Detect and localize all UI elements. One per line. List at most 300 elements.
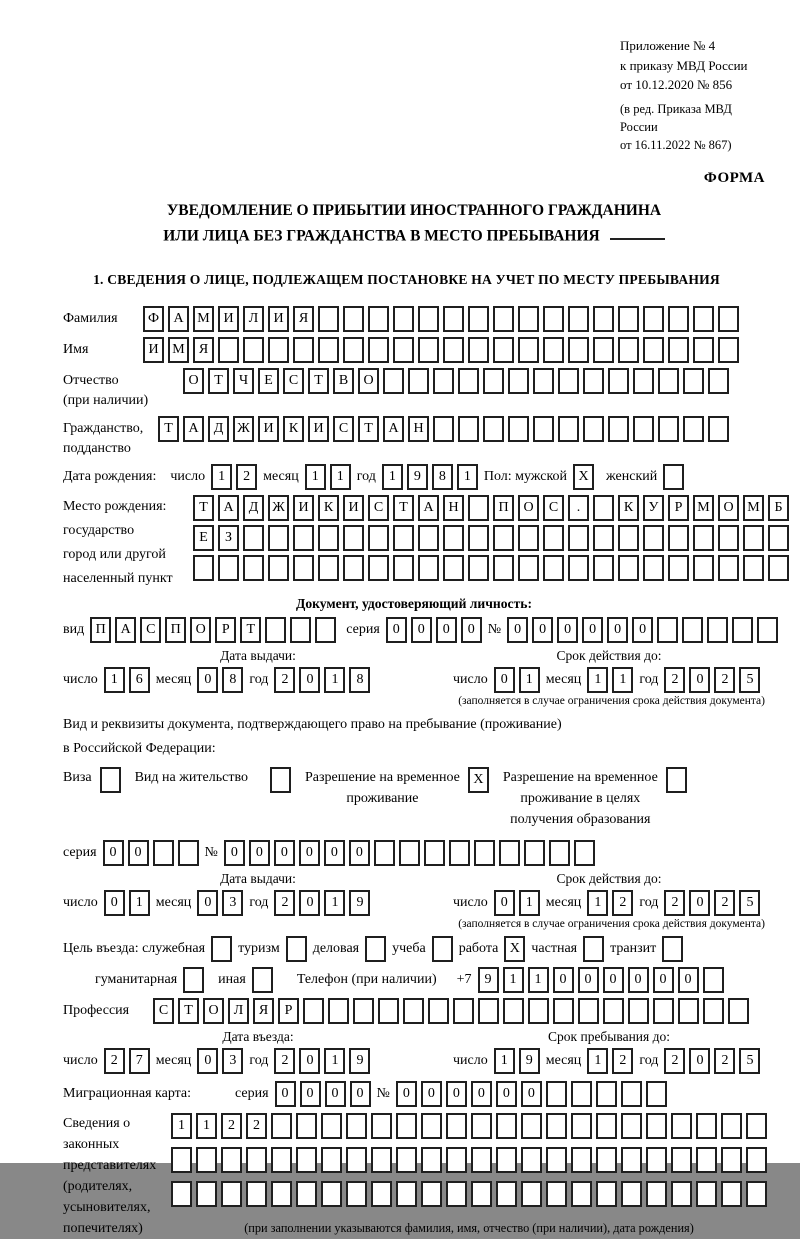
name-cell[interactable] [518,337,539,363]
representatives-cell[interactable] [521,1113,542,1139]
representatives-cell[interactable] [371,1113,392,1139]
citizenship-cell[interactable] [433,416,454,442]
migr-number-cell[interactable]: 0 [396,1081,417,1107]
birthplace-cell[interactable] [693,555,714,581]
birthplace-cell[interactable] [743,525,764,551]
doc-number-cell[interactable]: 0 [507,617,528,643]
birthplace-cell[interactable] [618,525,639,551]
representatives-cell[interactable] [321,1113,342,1139]
resdoc-issue-year-cell[interactable]: 2 [274,890,295,916]
phone-cell[interactable]: 0 [678,967,699,993]
phone-cell[interactable]: 0 [578,967,599,993]
transit-checkbox-cell[interactable] [662,936,683,962]
birthplace-cell[interactable]: С [368,495,389,521]
name-cell[interactable] [368,337,389,363]
representatives-cell[interactable]: 2 [221,1113,242,1139]
surname-cell[interactable] [593,306,614,332]
representatives-cell[interactable] [546,1147,567,1173]
surname-cell[interactable]: Л [243,306,264,332]
surname-cell[interactable] [518,306,539,332]
identity-issue-year-cell[interactable]: 2 [274,667,295,693]
surname-cell[interactable]: И [218,306,239,332]
birthplace-cell[interactable] [418,555,439,581]
profession-cell[interactable] [703,998,724,1024]
doc-number-cell[interactable]: 0 [532,617,553,643]
resdoc-number-cell[interactable] [474,840,495,866]
name-cell[interactable] [568,337,589,363]
profession-cell[interactable] [553,998,574,1024]
name-cell[interactable] [243,337,264,363]
surname-cell[interactable] [668,306,689,332]
migr-seria-cell[interactable]: 0 [275,1081,296,1107]
birth-year-cell[interactable]: 1 [457,464,478,490]
name-cell[interactable] [218,337,239,363]
representatives-cell[interactable] [321,1181,342,1207]
birth-year-cell[interactable]: 9 [407,464,428,490]
resdoc-valid-year-cell[interactable]: 2 [714,890,735,916]
citizenship-cell[interactable]: Т [158,416,179,442]
birthplace-cell[interactable] [243,555,264,581]
birthplace-cell[interactable] [243,525,264,551]
doc-number-cell[interactable]: 0 [557,617,578,643]
resdoc-number-cell[interactable] [399,840,420,866]
birthplace-cell[interactable] [543,555,564,581]
doc-type-cell[interactable]: О [190,617,211,643]
name-cell[interactable] [443,337,464,363]
stay-month-cell[interactable]: 1 [587,1048,608,1074]
representatives-cell[interactable] [221,1181,242,1207]
birthplace-cell[interactable] [718,525,739,551]
representatives-cell[interactable] [496,1147,517,1173]
representatives-cell[interactable] [596,1181,617,1207]
tourism-checkbox-cell[interactable] [286,936,307,962]
birthplace-cell[interactable]: И [293,495,314,521]
phone-cell[interactable] [703,967,724,993]
birth-month-cell[interactable]: 1 [330,464,351,490]
doc-seria-cell[interactable]: 0 [461,617,482,643]
doc-number-cell[interactable]: 0 [632,617,653,643]
name-cell[interactable] [318,337,339,363]
migr-seria-cell[interactable]: 0 [300,1081,321,1107]
migr-seria-cell[interactable]: 0 [325,1081,346,1107]
resdoc-seria-cell[interactable] [178,840,199,866]
birthplace-cell[interactable] [443,555,464,581]
birthplace-cell[interactable]: О [518,495,539,521]
representatives-cell[interactable] [421,1181,442,1207]
representatives-cell[interactable] [271,1113,292,1139]
resdoc-issue-year-cell[interactable]: 9 [349,890,370,916]
phone-cell[interactable]: 0 [553,967,574,993]
entry-year-cell[interactable]: 0 [299,1048,320,1074]
name-cell[interactable] [643,337,664,363]
representatives-cell[interactable] [421,1113,442,1139]
profession-cell[interactable]: Л [228,998,249,1024]
birth-year-cell[interactable]: 1 [382,464,403,490]
doc-type-cell[interactable]: Р [215,617,236,643]
identity-issue-year-cell[interactable]: 8 [349,667,370,693]
profession-cell[interactable] [403,998,424,1024]
resdoc-issue-day-cell[interactable]: 1 [129,890,150,916]
birthplace-cell[interactable] [493,555,514,581]
surname-cell[interactable] [468,306,489,332]
representatives-cell[interactable] [196,1147,217,1173]
sex-male-cell[interactable]: X [573,464,594,490]
doc-number-cell[interactable]: 0 [582,617,603,643]
patronymic-cell[interactable] [583,368,604,394]
birthplace-cell[interactable] [643,555,664,581]
entry-month-cell[interactable]: 0 [197,1048,218,1074]
representatives-cell[interactable] [471,1181,492,1207]
surname-cell[interactable] [693,306,714,332]
representatives-cell[interactable] [396,1147,417,1173]
other-checkbox-cell[interactable] [252,967,273,993]
representatives-cell[interactable] [296,1147,317,1173]
citizenship-cell[interactable]: Ж [233,416,254,442]
patronymic-cell[interactable] [558,368,579,394]
name-cell[interactable]: М [168,337,189,363]
surname-cell[interactable]: Я [293,306,314,332]
birthplace-cell[interactable] [318,555,339,581]
birthplace-cell[interactable] [593,525,614,551]
surname-cell[interactable] [443,306,464,332]
profession-cell[interactable] [428,998,449,1024]
profession-cell[interactable] [528,998,549,1024]
birthplace-cell[interactable] [743,555,764,581]
birthplace-cell[interactable] [568,525,589,551]
doc-type-cell[interactable]: П [165,617,186,643]
profession-cell[interactable] [328,998,349,1024]
profession-cell[interactable]: Т [178,998,199,1024]
entry-year-cell[interactable]: 2 [274,1048,295,1074]
birthplace-cell[interactable] [268,525,289,551]
private-checkbox-cell[interactable] [583,936,604,962]
migr-number-cell[interactable]: 0 [446,1081,467,1107]
citizenship-cell[interactable]: И [308,416,329,442]
profession-cell[interactable] [303,998,324,1024]
migr-number-cell[interactable]: 0 [521,1081,542,1107]
entry-year-cell[interactable]: 9 [349,1048,370,1074]
surname-cell[interactable]: И [268,306,289,332]
birth-day-cell[interactable]: 2 [236,464,257,490]
entry-day-cell[interactable]: 2 [104,1048,125,1074]
birthplace-cell[interactable]: Ж [268,495,289,521]
name-cell[interactable] [393,337,414,363]
representatives-cell[interactable] [446,1181,467,1207]
migr-number-cell[interactable]: 0 [496,1081,517,1107]
birthplace-cell[interactable] [468,495,489,521]
representatives-cell[interactable] [446,1147,467,1173]
birthplace-cell[interactable] [768,555,789,581]
representatives-cell[interactable] [346,1181,367,1207]
birthplace-cell[interactable] [518,555,539,581]
resdoc-number-cell[interactable] [524,840,545,866]
humanitarian-checkbox-cell[interactable] [183,967,204,993]
entry-month-cell[interactable]: 3 [222,1048,243,1074]
migr-number-cell[interactable] [571,1081,592,1107]
birthplace-cell[interactable]: К [318,495,339,521]
birth-month-cell[interactable]: 1 [305,464,326,490]
citizenship-cell[interactable] [633,416,654,442]
representatives-cell[interactable] [371,1147,392,1173]
doc-type-cell[interactable]: П [90,617,111,643]
resdoc-issue-day-cell[interactable]: 0 [104,890,125,916]
representatives-cell[interactable] [746,1113,767,1139]
representatives-cell[interactable] [396,1181,417,1207]
identity-issue-day-cell[interactable]: 1 [104,667,125,693]
surname-cell[interactable] [618,306,639,332]
birthplace-cell[interactable] [343,555,364,581]
work-checkbox-cell[interactable]: X [504,936,525,962]
name-cell[interactable] [493,337,514,363]
name-cell[interactable] [418,337,439,363]
resdoc-valid-month-cell[interactable]: 1 [587,890,608,916]
profession-cell[interactable] [728,998,749,1024]
resdoc-issue-year-cell[interactable]: 1 [324,890,345,916]
birthplace-cell[interactable]: Б [768,495,789,521]
birthplace-cell[interactable]: А [218,495,239,521]
representatives-cell[interactable] [296,1113,317,1139]
representatives-cell[interactable] [696,1147,717,1173]
representatives-cell[interactable] [746,1147,767,1173]
surname-cell[interactable] [318,306,339,332]
doc-type-cell[interactable]: С [140,617,161,643]
birthplace-cell[interactable] [668,555,689,581]
representatives-cell[interactable] [171,1147,192,1173]
birthplace-cell[interactable] [593,555,614,581]
resdoc-issue-month-cell[interactable]: 3 [222,890,243,916]
birthplace-cell[interactable] [418,525,439,551]
citizenship-cell[interactable]: И [258,416,279,442]
resdoc-number-cell[interactable] [374,840,395,866]
representatives-cell[interactable] [521,1147,542,1173]
phone-cell[interactable]: 0 [653,967,674,993]
birthplace-cell[interactable] [318,525,339,551]
doc-number-cell[interactable] [657,617,678,643]
surname-cell[interactable] [418,306,439,332]
representatives-cell[interactable] [696,1181,717,1207]
birth-year-cell[interactable]: 8 [432,464,453,490]
birthplace-cell[interactable]: Д [243,495,264,521]
doc-type-cell[interactable] [290,617,311,643]
doc-number-cell[interactable] [757,617,778,643]
profession-cell[interactable]: Я [253,998,274,1024]
resdoc-seria-cell[interactable]: 0 [103,840,124,866]
profession-cell[interactable]: О [203,998,224,1024]
representatives-cell[interactable] [271,1181,292,1207]
resdoc-number-cell[interactable] [574,840,595,866]
representatives-cell[interactable] [321,1147,342,1173]
birthplace-cell[interactable]: Р [668,495,689,521]
doc-number-cell[interactable] [682,617,703,643]
representatives-cell[interactable]: 2 [246,1113,267,1139]
representatives-cell[interactable] [196,1181,217,1207]
resdoc-valid-day-cell[interactable]: 1 [519,890,540,916]
birthplace-cell[interactable] [343,525,364,551]
citizenship-cell[interactable] [558,416,579,442]
representatives-cell[interactable] [646,1147,667,1173]
doc-type-cell[interactable]: Т [240,617,261,643]
patronymic-cell[interactable] [483,368,504,394]
patronymic-cell[interactable] [683,368,704,394]
profession-cell[interactable] [353,998,374,1024]
patronymic-cell[interactable] [433,368,454,394]
birthplace-cell[interactable] [293,555,314,581]
official-checkbox-cell[interactable] [211,936,232,962]
citizenship-cell[interactable] [508,416,529,442]
surname-cell[interactable] [343,306,364,332]
representatives-cell[interactable] [246,1181,267,1207]
business-checkbox-cell[interactable] [365,936,386,962]
sex-female-cell[interactable] [663,464,684,490]
stay-month-cell[interactable]: 2 [612,1048,633,1074]
surname-cell[interactable] [543,306,564,332]
birthplace-cell[interactable] [493,525,514,551]
resdoc-number-cell[interactable]: 0 [274,840,295,866]
representatives-cell[interactable] [571,1147,592,1173]
doc-number-cell[interactable]: 0 [607,617,628,643]
resdoc-number-cell[interactable]: 0 [299,840,320,866]
name-cell[interactable] [268,337,289,363]
identity-issue-month-cell[interactable]: 8 [222,667,243,693]
patronymic-cell[interactable]: О [183,368,204,394]
patronymic-cell[interactable]: С [283,368,304,394]
profession-cell[interactable] [603,998,624,1024]
representatives-cell[interactable] [696,1113,717,1139]
migr-number-cell[interactable]: 0 [471,1081,492,1107]
representatives-cell[interactable] [721,1147,742,1173]
citizenship-cell[interactable] [658,416,679,442]
representatives-cell[interactable] [596,1113,617,1139]
citizenship-cell[interactable]: Т [358,416,379,442]
migr-number-cell[interactable]: 0 [421,1081,442,1107]
patronymic-cell[interactable] [658,368,679,394]
migr-number-cell[interactable] [596,1081,617,1107]
resdoc-valid-year-cell[interactable]: 0 [689,890,710,916]
profession-cell[interactable] [678,998,699,1024]
representatives-cell[interactable] [296,1181,317,1207]
citizenship-cell[interactable]: К [283,416,304,442]
citizenship-cell[interactable] [458,416,479,442]
citizenship-cell[interactable] [483,416,504,442]
birthplace-cell[interactable] [568,555,589,581]
representatives-cell[interactable] [346,1147,367,1173]
profession-cell[interactable]: С [153,998,174,1024]
resdoc-valid-month-cell[interactable]: 2 [612,890,633,916]
resdoc-valid-year-cell[interactable]: 2 [664,890,685,916]
birthplace-cell[interactable] [518,525,539,551]
birthplace-cell[interactable]: К [618,495,639,521]
patronymic-cell[interactable] [408,368,429,394]
representatives-cell[interactable] [596,1147,617,1173]
identity-valid-month-cell[interactable]: 1 [587,667,608,693]
representatives-cell[interactable] [496,1181,517,1207]
birthplace-cell[interactable]: И [343,495,364,521]
birthplace-cell[interactable] [368,525,389,551]
resdoc-number-cell[interactable] [424,840,445,866]
name-cell[interactable] [343,337,364,363]
patronymic-cell[interactable] [458,368,479,394]
identity-valid-month-cell[interactable]: 1 [612,667,633,693]
representatives-cell[interactable] [346,1113,367,1139]
identity-valid-year-cell[interactable]: 5 [739,667,760,693]
doc-number-cell[interactable] [732,617,753,643]
birthplace-cell[interactable] [393,525,414,551]
surname-cell[interactable] [643,306,664,332]
representatives-cell[interactable] [221,1147,242,1173]
representatives-cell[interactable] [621,1113,642,1139]
resdoc-number-cell[interactable] [449,840,470,866]
representatives-cell[interactable] [571,1113,592,1139]
birthplace-cell[interactable] [643,525,664,551]
identity-issue-year-cell[interactable]: 0 [299,667,320,693]
representatives-cell[interactable] [721,1181,742,1207]
stay-year-cell[interactable]: 2 [714,1048,735,1074]
surname-cell[interactable] [493,306,514,332]
identity-issue-day-cell[interactable]: 6 [129,667,150,693]
citizenship-cell[interactable]: А [183,416,204,442]
birthplace-cell[interactable] [543,525,564,551]
citizenship-cell[interactable]: А [383,416,404,442]
citizenship-cell[interactable] [708,416,729,442]
phone-cell[interactable]: 0 [603,967,624,993]
representatives-cell[interactable] [421,1147,442,1173]
phone-cell[interactable]: 1 [503,967,524,993]
migr-number-cell[interactable] [546,1081,567,1107]
patronymic-cell[interactable]: Т [208,368,229,394]
citizenship-cell[interactable] [683,416,704,442]
birthplace-cell[interactable]: П [493,495,514,521]
patronymic-cell[interactable]: В [333,368,354,394]
representatives-cell[interactable] [471,1147,492,1173]
birthplace-cell[interactable]: Н [443,495,464,521]
birth-day-cell[interactable]: 1 [211,464,232,490]
study-checkbox-cell[interactable] [432,936,453,962]
representatives-cell[interactable] [621,1181,642,1207]
stay-year-cell[interactable]: 0 [689,1048,710,1074]
profession-cell[interactable] [628,998,649,1024]
birthplace-cell[interactable]: О [718,495,739,521]
citizenship-cell[interactable]: С [333,416,354,442]
name-cell[interactable]: И [143,337,164,363]
profession-cell[interactable] [503,998,524,1024]
birthplace-cell[interactable] [443,525,464,551]
representatives-cell[interactable] [521,1181,542,1207]
patronymic-cell[interactable] [533,368,554,394]
resdoc-valid-year-cell[interactable]: 5 [739,890,760,916]
birthplace-cell[interactable]: Е [193,525,214,551]
identity-valid-year-cell[interactable]: 0 [689,667,710,693]
identity-valid-year-cell[interactable]: 2 [714,667,735,693]
surname-cell[interactable]: Ф [143,306,164,332]
rvp-checkbox-cell[interactable]: X [468,767,489,793]
stay-year-cell[interactable]: 2 [664,1048,685,1074]
doc-type-cell[interactable] [265,617,286,643]
entry-year-cell[interactable]: 1 [324,1048,345,1074]
birthplace-cell[interactable] [368,555,389,581]
birthplace-cell[interactable] [293,525,314,551]
resdoc-number-cell[interactable]: 0 [249,840,270,866]
representatives-cell[interactable] [496,1113,517,1139]
birthplace-cell[interactable] [618,555,639,581]
identity-issue-month-cell[interactable]: 0 [197,667,218,693]
birthplace-cell[interactable]: М [743,495,764,521]
representatives-cell[interactable] [371,1181,392,1207]
resdoc-seria-cell[interactable] [153,840,174,866]
phone-cell[interactable]: 0 [628,967,649,993]
patronymic-cell[interactable] [383,368,404,394]
birthplace-cell[interactable] [718,555,739,581]
representatives-cell[interactable] [621,1147,642,1173]
